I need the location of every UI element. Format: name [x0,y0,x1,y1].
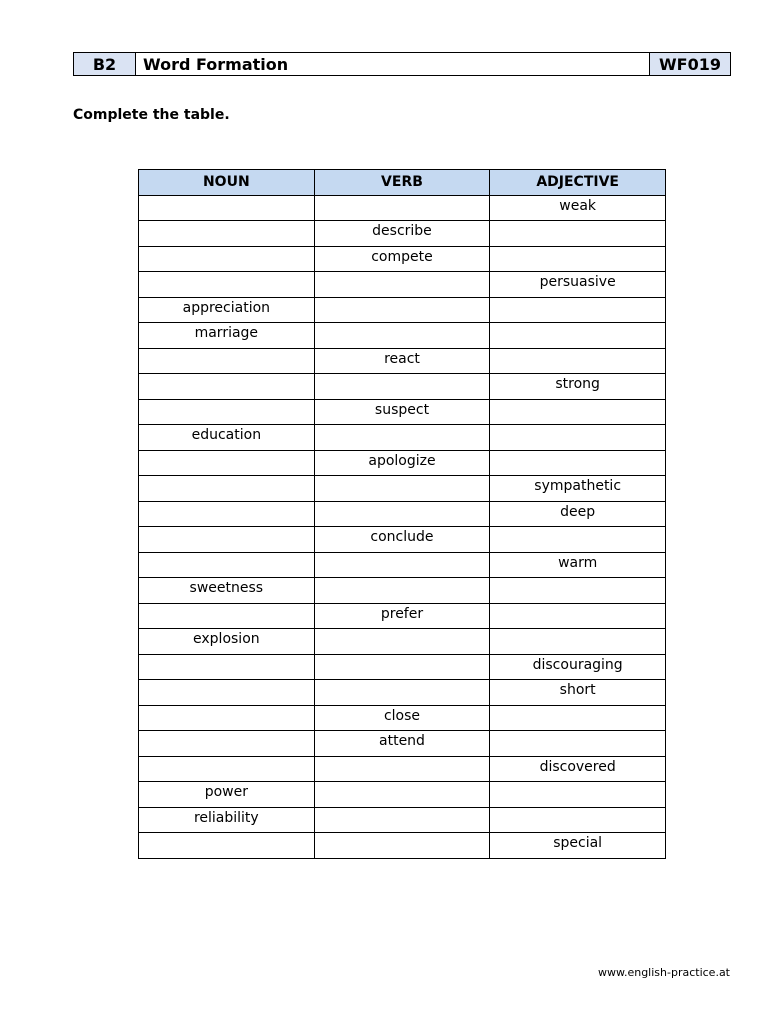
worksheet-title: Word Formation [136,53,650,75]
cell-noun [139,450,315,476]
cell-verb [314,297,490,323]
table-row [139,246,666,272]
cell-noun: sweetness [139,578,315,604]
cell-verb: close [314,705,490,731]
cell-adjective [490,246,666,272]
cell-noun: education [139,425,315,451]
cell-verb [314,425,490,451]
cell-adjective: persuasive [490,272,666,298]
cell-verb: describe [314,221,490,247]
table-row [139,297,666,323]
cell-noun [139,756,315,782]
table-row [139,552,666,578]
table-row [139,323,666,349]
cell-verb [314,323,490,349]
cell-verb: attend [314,731,490,757]
cell-noun [139,221,315,247]
table-row [139,705,666,731]
cell-adjective: weak [490,195,666,221]
cell-verb: conclude [314,527,490,553]
cell-verb [314,272,490,298]
cell-verb [314,195,490,221]
cell-adjective: sympathetic [490,476,666,502]
table-row [139,833,666,859]
table-row [139,807,666,833]
cell-noun [139,348,315,374]
table-row [139,399,666,425]
cell-adjective [490,629,666,655]
cell-adjective [490,221,666,247]
cell-noun: appreciation [139,297,315,323]
cell-verb [314,654,490,680]
table-row [139,654,666,680]
cell-verb: prefer [314,603,490,629]
table-row [139,476,666,502]
cell-verb: compete [314,246,490,272]
cell-adjective [490,399,666,425]
cell-verb [314,578,490,604]
table-row [139,348,666,374]
table-row [139,756,666,782]
cell-adjective [490,578,666,604]
table-header-row [139,170,666,196]
table-row [139,272,666,298]
cell-noun [139,399,315,425]
table-row [139,731,666,757]
table-row [139,195,666,221]
cell-noun: marriage [139,323,315,349]
cell-noun [139,374,315,400]
table-row [139,578,666,604]
cell-adjective [490,705,666,731]
table-row [139,680,666,706]
cell-adjective: short [490,680,666,706]
table-body [139,195,666,858]
word-formation-table [138,169,666,859]
cell-verb [314,501,490,527]
table-row [139,603,666,629]
table-row [139,425,666,451]
cell-adjective [490,297,666,323]
cell-adjective: deep [490,501,666,527]
cell-adjective [490,527,666,553]
table-row [139,629,666,655]
cell-noun [139,195,315,221]
cell-noun [139,501,315,527]
table-row [139,221,666,247]
worksheet-code: WF019 [650,53,730,75]
cell-adjective: strong [490,374,666,400]
cell-verb [314,629,490,655]
cell-noun [139,246,315,272]
cell-verb [314,756,490,782]
cell-verb: apologize [314,450,490,476]
cell-noun [139,654,315,680]
cell-adjective [490,782,666,808]
cell-adjective: discouraging [490,654,666,680]
cell-adjective [490,603,666,629]
cell-verb [314,680,490,706]
cell-adjective [490,807,666,833]
cell-noun: explosion [139,629,315,655]
cell-adjective: discovered [490,756,666,782]
cell-noun [139,731,315,757]
table-row [139,782,666,808]
table-row [139,501,666,527]
instruction-text: Complete the table. [73,107,230,123]
cell-verb [314,782,490,808]
cell-noun [139,527,315,553]
cell-adjective: warm [490,552,666,578]
cell-noun [139,603,315,629]
column-header-adjective: ADJECTIVE [490,170,666,196]
cell-verb: suspect [314,399,490,425]
cell-verb [314,833,490,859]
cell-noun: reliability [139,807,315,833]
cell-noun [139,705,315,731]
cell-verb [314,374,490,400]
cell-noun [139,552,315,578]
table-row [139,527,666,553]
cell-noun [139,680,315,706]
cell-verb [314,552,490,578]
column-header-noun: NOUN [139,170,315,196]
cell-adjective [490,731,666,757]
cell-adjective [490,425,666,451]
worksheet-header [73,52,731,76]
cell-noun [139,272,315,298]
cell-adjective [490,450,666,476]
cell-noun [139,833,315,859]
cell-noun: power [139,782,315,808]
level-badge: B2 [74,53,136,75]
cell-verb: react [314,348,490,374]
column-header-verb: VERB [314,170,490,196]
cell-adjective: special [490,833,666,859]
table-row [139,374,666,400]
cell-noun [139,476,315,502]
cell-verb [314,807,490,833]
footer-website: www.english-practice.at [597,966,730,979]
cell-adjective [490,348,666,374]
cell-verb [314,476,490,502]
table-row [139,450,666,476]
cell-adjective [490,323,666,349]
